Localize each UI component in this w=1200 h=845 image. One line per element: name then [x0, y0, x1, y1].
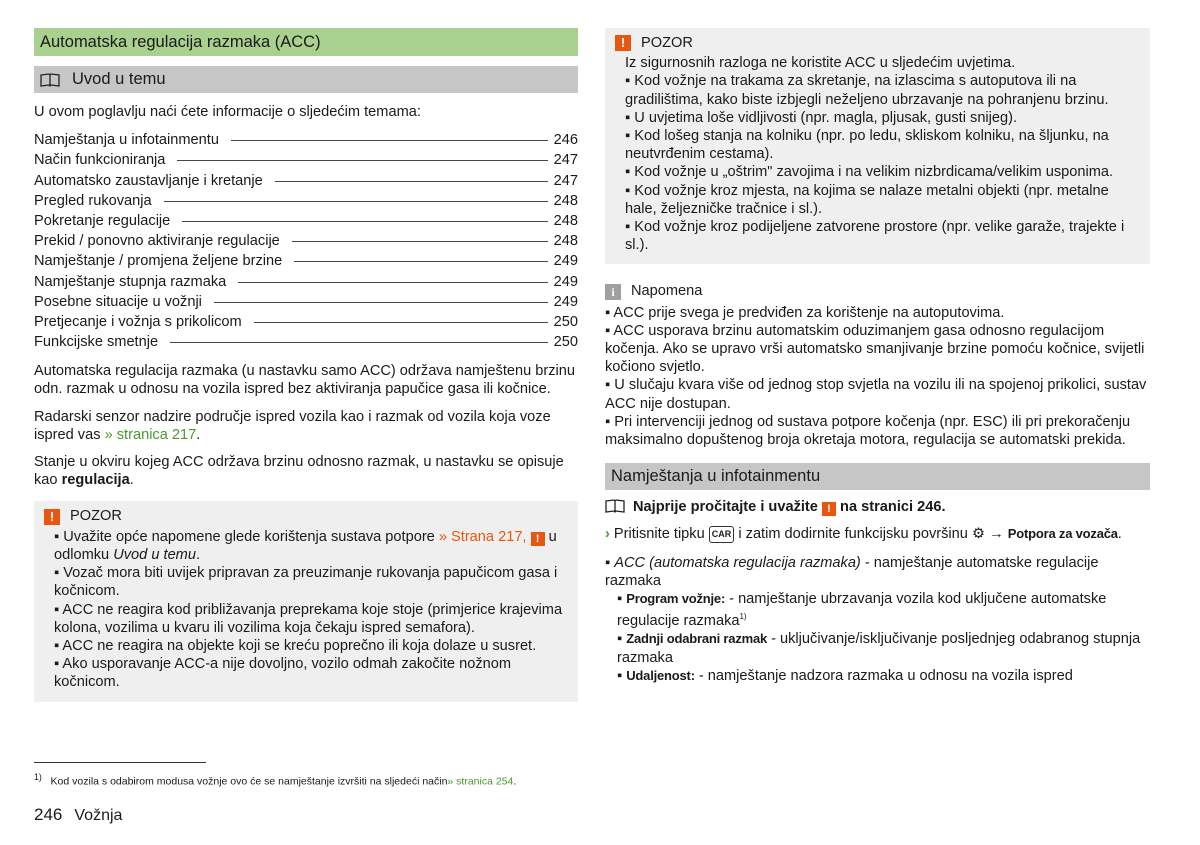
toc: [34, 131, 578, 353]
warning-icon: !: [615, 35, 631, 51]
toc-item[interactable]: Način funkcioniranja 247: [34, 152, 578, 169]
right-column: [605, 28, 1150, 685]
note-item: ▪ Pri intervenciji jednog od sustava potpore kočenja (npr. ESC) ili pri prekoračenju maksimalno dopuštenog broja okretaja motora, regulacija se automatski prekida.: [605, 413, 1131, 449]
warning-item: ▪ Kod vožnje na trakama za skretanje, na izlascima s autoputova ili na gradilištima, kako biste izbjegli neželjeno ubrzavanje na pohranjenu brzinu.: [625, 73, 1109, 108]
intro-header: [34, 66, 578, 93]
warning-item: ▪ U uvjetima loše vidljivosti (npr. magla, pljusak, gusti snijeg).: [625, 109, 1018, 126]
sub-item: ▪ Program vožnje: - namještanje ubrzavanja vozila kod uključene automatske regulacije razmaka$^{1)}$: [617, 591, 1107, 630]
note-item: ▪ U slučaju kvara više od jednog stop svjetla na vozilu ili na spojenoj prikolici, sustav ACC nije dostupan.: [605, 377, 1147, 412]
warning-item: ▪ Ako usporavanje ACC-a nije dovoljno, vozilo odmah zakočite nožnom kočnicom.: [54, 656, 512, 691]
page-link[interactable]: » Strana 217,: [438, 528, 527, 545]
page-footer: [34, 805, 122, 825]
chapter-name: Vožnja: [74, 807, 123, 824]
footnote: $^{1)}$ Kod vozila s odabirom modusa vožnje ovo će se namještanje izvršiti na sljedeći način» stranica 254.: [34, 772, 517, 788]
warning-box: [34, 501, 578, 701]
paragraph-2: Radarski senzor nadzire područje ispred vozila kao i razmak od vozila koja voze ispred vas » stranica 217.: [34, 408, 551, 443]
warning-icon: !: [531, 532, 545, 546]
acc-item: ▪ ACC (automatska regulacija razmaka) - namještanje automatske regulacije razmaka: [605, 554, 1099, 589]
sub-item: ▪ Udaljenost: - namještanje nadzora razmaka u odnosu na vozila ispred: [617, 667, 1073, 684]
chevron-right-icon: ›: [605, 526, 610, 543]
note-item: ▪ ACC prije svega je predviđen za korištenje na autoputovima.: [605, 304, 1005, 321]
section-title: Automatska regulacija razmaka (ACC): [34, 28, 578, 56]
page-number: 246: [34, 805, 63, 824]
read-first: Najprije pročitajte i uvažite ! na stranici 246.: [605, 498, 1150, 516]
paragraph-1: Automatska regulacija razmaka (u nastavku samo ACC) održava namještenu brzinu odn. razmak u odnosu na vozila ispred bez aktiviranja papučice gasa ili kočnice.: [34, 363, 576, 398]
car-key-icon: CAR: [709, 526, 735, 543]
toc-item[interactable]: Namještanje / promjena željene brzine 249: [34, 253, 578, 270]
toc-item[interactable]: Posebne situacije u vožnji 249: [34, 293, 578, 310]
info-icon: i: [605, 284, 621, 300]
warning-item: ▪ Kod vožnje u „oštrim" zavojima i na velikim nizbrdicama/velikim usponima.: [625, 164, 1114, 181]
toc-item[interactable]: Automatsko zaustavljanje i kretanje 247: [34, 172, 578, 189]
warning-header: ! POZOR: [615, 34, 1140, 52]
paragraph-3: Stanje u okviru kojeg ACC održava brzinu odnosno razmak, u nastavku se opisuje kao regulacija.: [34, 454, 564, 489]
warning-item: ▪ ACC ne reagira kod približavanja preprekama koje stoje (primjerice krajevima kolona, vozilima u kvaru ili vozilima koja čekaju ispred semafora).: [54, 601, 563, 636]
toc-item[interactable]: Namještanje stupnja razmaka 249: [34, 273, 578, 290]
warning-icon: !: [44, 509, 60, 525]
warning-header: ! POZOR: [44, 507, 568, 525]
toc-item[interactable]: Namještanja u infotainmentu 246: [34, 132, 578, 149]
menu-path: Potpora za vozača: [1007, 526, 1118, 542]
book-icon: [605, 499, 625, 512]
warning-box: [605, 28, 1150, 264]
toc-item[interactable]: Pokretanje regulacije 248: [34, 212, 578, 229]
toc-item[interactable]: Prekid / ponovno aktiviranje regulacije 248: [34, 233, 578, 250]
toc-item[interactable]: Pretjecanje i vožnja s prikolicom 250: [34, 313, 578, 330]
intro-text: U ovom poglavlju naći ćete informacije o sljedećim temama:: [34, 104, 421, 120]
warning-item: ▪ Kod vožnje kroz podijeljene zatvorene prostore (npr. velike garaže, trajekte i sl.).: [625, 219, 1125, 254]
step: › Pritisnite tipku CAR i zatim dodirnite funkcijsku površinu ⚙ → Potpora za vozača.: [605, 526, 1122, 543]
footnote-divider: [34, 762, 206, 763]
warning-item: ▪ Kod lošeg stanja na kolniku (npr. po ledu, skliskom kolniku, na šljunku, na neutvrđenim cestama).: [625, 128, 1109, 163]
warning-item: ▪ ACC ne reagira na objekte koji se kreću poprečno ili koja dolaze u susret.: [54, 637, 537, 654]
warning-item: ▪ Uvažite opće napomene glede korištenja sustava potpore » Strana 217, ! u odlomku Uvod u temu.: [54, 528, 557, 563]
left-column: [34, 28, 578, 702]
intro-title: Uvod u temu: [72, 70, 166, 88]
page-link[interactable]: » stranica 217: [104, 426, 197, 443]
note-header: i Napomena: [605, 282, 1150, 300]
warning-icon: !: [822, 502, 836, 516]
note-block: [605, 282, 1150, 449]
warning-item: ▪ Vozač mora biti uvijek pripravan za preuzimanje rukovanja papučicom gasa i kočnicom.: [54, 565, 558, 600]
warning-intro: Iz sigurnosnih razloga ne koristite ACC u sljedećim uvjetima.: [625, 55, 1016, 72]
sub-item: ▪ Zadnji odabrani razmak - uključivanje/isključivanje posljednjeg odabranog stupnja razmaka: [617, 631, 1141, 666]
toc-item[interactable]: Funkcijske smetnje 250: [34, 334, 578, 351]
toc-item[interactable]: Pregled rukovanja 248: [34, 192, 578, 209]
page-link[interactable]: » stranica 254: [447, 775, 514, 788]
section-title-infotainment: Namještanja u infotainmentu: [605, 463, 1150, 490]
warning-item: ▪ Kod vožnje kroz mjesta, na kojima se nalaze metalni objekti (npr. metalne hale, željezničke tračnice i sl.).: [625, 182, 1109, 217]
note-item: ▪ ACC usporava brzinu automatskim oduzimanjem gasa odnosno regulacijom kočenja. Ako se upravo vrši automatsko smanjivanje brzine pomoću kočnice, svijetli kočiono svjetlo.: [605, 322, 1145, 376]
gear-icon: ⚙: [971, 526, 986, 543]
book-icon: [40, 73, 60, 86]
